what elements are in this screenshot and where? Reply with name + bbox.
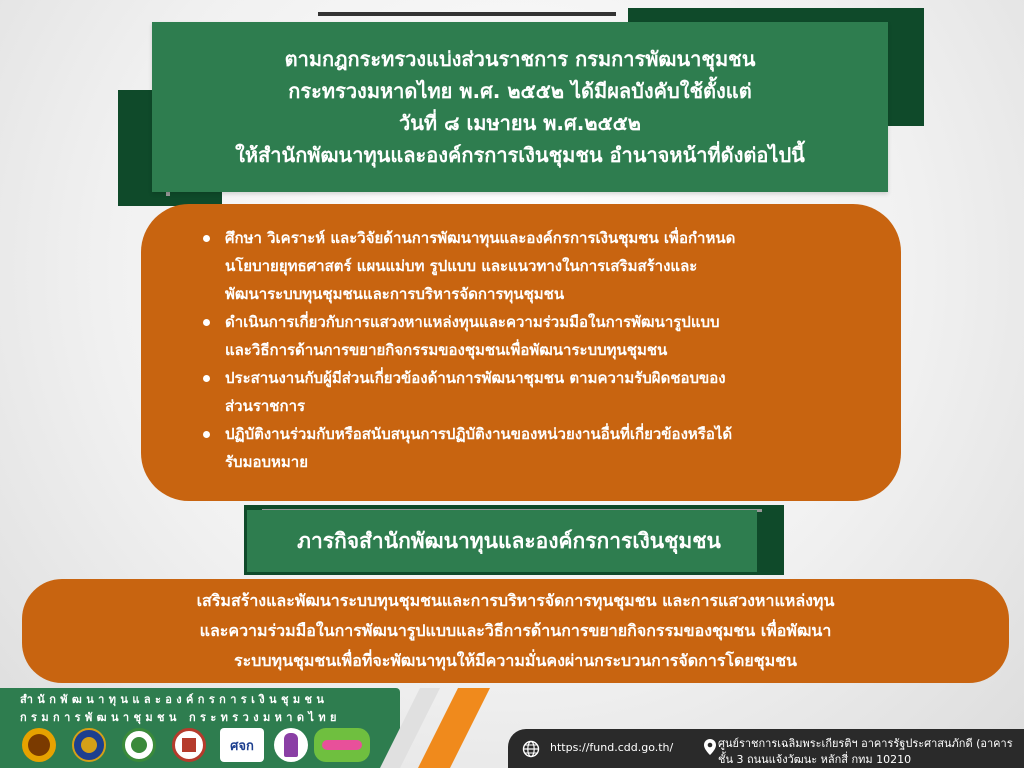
duty-3-line-2: ส่วนราชการ bbox=[225, 397, 306, 415]
bullet-icon bbox=[203, 319, 210, 326]
duties-box bbox=[141, 204, 901, 501]
crown-logo bbox=[274, 728, 308, 762]
bullet-icon bbox=[203, 431, 210, 438]
website-link[interactable]: https://fund.cdd.go.th/ bbox=[550, 741, 674, 754]
sjk-logo: ศจก bbox=[220, 728, 264, 762]
duty-2-line-2: และวิธีการด้านการขยายกิจกรรมของชุมชนเพื่อพัฒนาระบบทุนชุมชน bbox=[225, 341, 668, 359]
cdd-logo bbox=[72, 728, 106, 762]
mission-line-3: ระบบทุนชุมชนเพื่อที่จะพัฒนาทุนให้มีความมั่นคงผ่านกระบวนการจัดการโดยชุมชน bbox=[234, 651, 797, 670]
header-title-box bbox=[152, 22, 888, 192]
footer-org-line-1: สำนักพัฒนาทุนและองค์กรการเงินชุมชน bbox=[20, 693, 329, 706]
temple-logo bbox=[172, 728, 206, 762]
footer-contact-bar bbox=[508, 729, 1024, 768]
duty-item-2 bbox=[203, 308, 865, 364]
duty-1-line-2: นโยบายยุทธศาสตร์ แผนแม่บท รูปแบบ และแนวทางในการเสริมสร้างและ bbox=[225, 257, 698, 275]
globe-icon bbox=[522, 740, 540, 758]
duty-item-3 bbox=[203, 364, 865, 420]
header-line-2: กระทรวงมหาดไทย พ.ศ. ๒๕๕๒ ได้มีผลบังคับใช้ตั้งแต่ bbox=[288, 79, 752, 103]
duty-2-line-1: ดำเนินการเกี่ยวกับการแสวงหาแหล่งทุนและความร่วมมือในการพัฒนารูปแบบ bbox=[225, 313, 720, 331]
header-line-4: ให้สำนักพัฒนาทุนและองค์กรการเงินชุมชน อำนาจหน้าที่ดังต่อไปนี้ bbox=[235, 143, 805, 167]
footer-org-line-2: กรมการพัฒนาชุมชน กระทรวงมหาดไทย bbox=[20, 711, 341, 724]
decor-line-top bbox=[318, 12, 616, 16]
duty-1-line-1: ศึกษา วิเคราะห์ และวิจัยด้านการพัฒนาทุนและองค์กรการเงินชุมชน เพื่อกำหนด bbox=[225, 229, 736, 247]
header-line-3: วันที่ ๘ เมษายน พ.ศ.๒๕๕๒ bbox=[399, 111, 641, 135]
address-line-1: ศูนย์ราชการเฉลิมพระเกียรติฯ อาคารรัฐประศาสนภักดี (อาคาร bbox=[718, 737, 1013, 750]
duties-list bbox=[197, 224, 865, 476]
mission-title: ภารกิจสำนักพัฒนาทุนและองค์กรการเงินชุมชน bbox=[247, 510, 757, 572]
duty-item-4 bbox=[203, 420, 865, 476]
emblem-logo bbox=[22, 728, 56, 762]
duty-1-line-3: พัฒนาระบบทุนชุมชนและการบริหารจัดการทุนชุมชน bbox=[225, 285, 565, 303]
duty-item-1 bbox=[203, 224, 865, 308]
bullet-icon bbox=[203, 375, 210, 382]
address-line-2: ชั้น 3 ถนนแจ้งวัฒนะ หลักสี่ กทม 10210 bbox=[718, 753, 912, 766]
duty-4-line-2: รับมอบหมาย bbox=[225, 453, 308, 471]
bullet-icon bbox=[203, 235, 210, 242]
header-line-1: ตามกฎกระทรวงแบ่งส่วนราชการ กรมการพัฒนาชุมชน bbox=[284, 47, 756, 71]
duty-4-line-1: ปฏิบัติงานร่วมกับหรือสนับสนุนการปฏิบัติงานของหน่วยงานอื่นที่เกี่ยวข้องหรือได้ bbox=[225, 425, 733, 443]
campaign-logo bbox=[314, 728, 370, 762]
duty-3-line-1: ประสานงานกับผู้มีส่วนเกี่ยวข้องด้านการพัฒนาชุมชน ตามความรับผิดชอบของ bbox=[225, 369, 726, 387]
mission-line-1: เสริมสร้างและพัฒนาระบบทุนชุมชนและการบริหารจัดการทุนชุมชน และการแสวงหาแหล่งทุน bbox=[196, 591, 835, 610]
location-pin-icon bbox=[704, 739, 716, 755]
fund-logo bbox=[122, 728, 156, 762]
mission-box bbox=[22, 579, 1009, 683]
mission-line-2: และความร่วมมือในการพัฒนารูปแบบและวิธีการด้านการขยายกิจกรรมของชุมชน เพื่อพัฒนา bbox=[199, 621, 832, 640]
